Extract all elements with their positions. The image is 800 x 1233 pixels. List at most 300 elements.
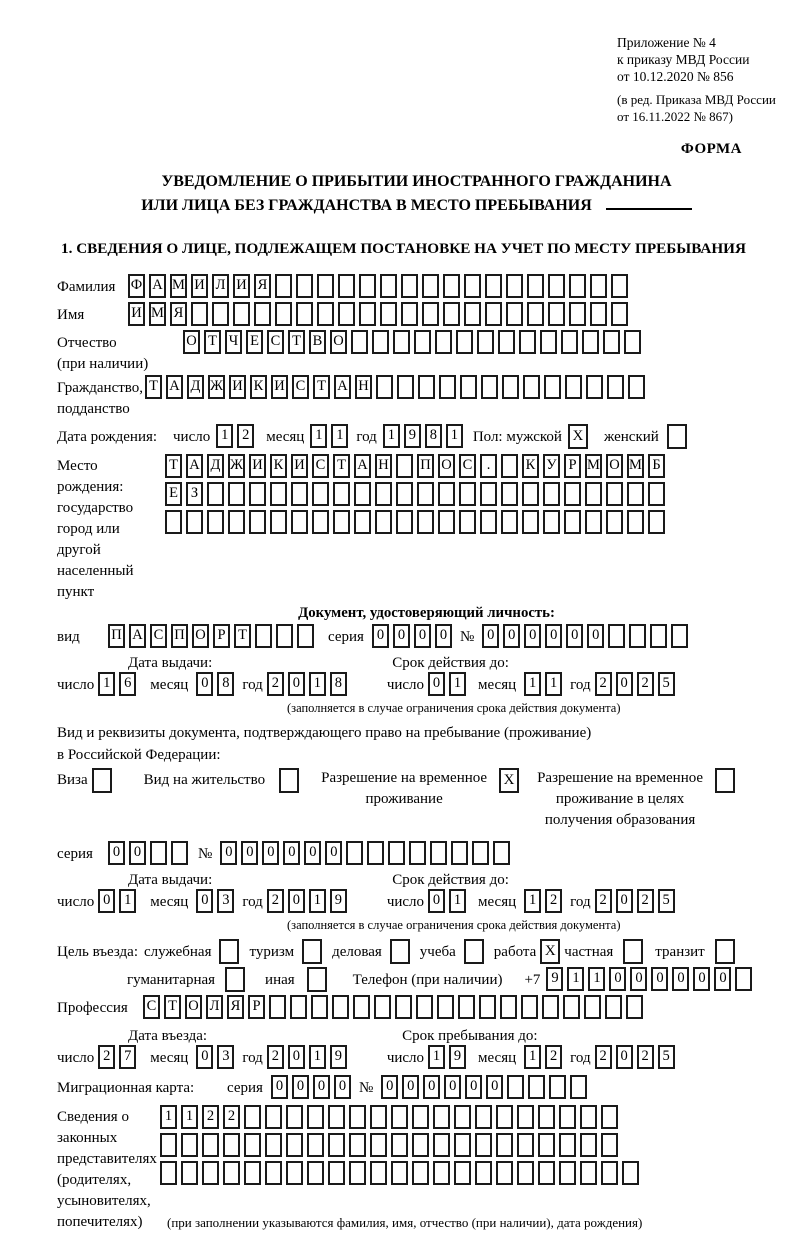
char-box[interactable] — [296, 274, 313, 298]
char-box[interactable] — [249, 482, 266, 506]
char-box[interactable]: 0 — [393, 624, 410, 648]
char-box[interactable]: М — [585, 454, 602, 478]
char-box[interactable]: А — [166, 375, 183, 399]
char-box[interactable]: Л — [212, 274, 229, 298]
char-box[interactable] — [367, 841, 384, 865]
char-box[interactable]: 1 — [216, 424, 233, 448]
purpose-tourism-checkbox[interactable] — [302, 939, 322, 964]
char-box[interactable] — [160, 1133, 177, 1157]
migration-series-boxes[interactable] — [271, 1075, 355, 1099]
char-box[interactable] — [275, 302, 292, 326]
char-box[interactable] — [590, 274, 607, 298]
char-box[interactable]: 0 — [262, 841, 279, 865]
char-box[interactable]: 0 — [486, 1075, 503, 1099]
char-box[interactable] — [181, 1133, 198, 1157]
char-box[interactable]: О — [192, 624, 209, 648]
char-box[interactable]: С — [292, 375, 309, 399]
char-box[interactable]: Н — [375, 454, 392, 478]
char-box[interactable]: 2 — [267, 672, 284, 696]
char-box[interactable] — [454, 1161, 471, 1185]
char-box[interactable] — [401, 274, 418, 298]
char-box[interactable]: И — [233, 274, 250, 298]
char-box[interactable]: Я — [254, 274, 271, 298]
char-box[interactable] — [351, 330, 368, 354]
char-box[interactable] — [454, 1133, 471, 1157]
char-box[interactable]: Т — [164, 995, 181, 1019]
char-box[interactable]: П — [108, 624, 125, 648]
char-box[interactable]: И — [249, 454, 266, 478]
birthplace-row3-boxes[interactable] — [165, 510, 669, 534]
char-box[interactable]: Е — [246, 330, 263, 354]
char-box[interactable] — [212, 302, 229, 326]
char-box[interactable] — [624, 330, 641, 354]
char-box[interactable] — [590, 302, 607, 326]
id-valid-month-boxes[interactable] — [524, 672, 566, 696]
char-box[interactable]: Ж — [228, 454, 245, 478]
char-box[interactable] — [586, 375, 603, 399]
birthplace-row2-boxes[interactable] — [165, 482, 669, 506]
char-box[interactable]: 1 — [160, 1105, 177, 1129]
char-box[interactable] — [296, 302, 313, 326]
char-box[interactable] — [312, 510, 329, 534]
char-box[interactable]: . — [480, 454, 497, 478]
char-box[interactable]: М — [170, 274, 187, 298]
char-box[interactable] — [270, 510, 287, 534]
char-box[interactable] — [333, 482, 350, 506]
char-box[interactable]: 2 — [267, 1045, 284, 1069]
char-box[interactable]: 0 — [271, 1075, 288, 1099]
id-issue-day-boxes[interactable] — [98, 672, 140, 696]
doc-number-boxes[interactable] — [482, 624, 692, 648]
char-box[interactable]: Ч — [225, 330, 242, 354]
char-box[interactable]: Р — [564, 454, 581, 478]
purpose-commercial-checkbox[interactable] — [390, 939, 410, 964]
char-box[interactable]: 0 — [196, 672, 213, 696]
char-box[interactable] — [543, 510, 560, 534]
char-box[interactable] — [480, 510, 497, 534]
char-box[interactable] — [603, 330, 620, 354]
char-box[interactable]: 0 — [630, 967, 647, 991]
char-box[interactable] — [202, 1161, 219, 1185]
char-box[interactable] — [328, 1133, 345, 1157]
char-box[interactable]: 1 — [98, 672, 115, 696]
char-box[interactable] — [564, 510, 581, 534]
id-valid-day-boxes[interactable] — [428, 672, 470, 696]
char-box[interactable] — [543, 482, 560, 506]
char-box[interactable]: А — [149, 274, 166, 298]
char-box[interactable] — [606, 482, 623, 506]
char-box[interactable] — [548, 274, 565, 298]
stay-month-boxes[interactable] — [524, 1045, 566, 1069]
char-box[interactable] — [605, 995, 622, 1019]
stay-year-boxes[interactable] — [595, 1045, 679, 1069]
char-box[interactable]: К — [522, 454, 539, 478]
guardians-row2-boxes[interactable] — [160, 1133, 643, 1157]
char-box[interactable] — [472, 841, 489, 865]
purpose-private-checkbox[interactable] — [623, 939, 643, 964]
char-box[interactable] — [311, 995, 328, 1019]
char-box[interactable] — [580, 1133, 597, 1157]
char-box[interactable]: 0 — [98, 889, 115, 913]
char-box[interactable]: 2 — [237, 424, 254, 448]
char-box[interactable] — [165, 510, 182, 534]
char-box[interactable] — [433, 1105, 450, 1129]
char-box[interactable] — [438, 482, 455, 506]
char-box[interactable]: 0 — [616, 1045, 633, 1069]
char-box[interactable] — [265, 1161, 282, 1185]
char-box[interactable] — [328, 1105, 345, 1129]
char-box[interactable]: Л — [206, 995, 223, 1019]
char-box[interactable] — [611, 274, 628, 298]
char-box[interactable]: 0 — [402, 1075, 419, 1099]
char-box[interactable] — [395, 995, 412, 1019]
char-box[interactable]: 1 — [545, 672, 562, 696]
char-box[interactable] — [354, 510, 371, 534]
char-box[interactable]: О — [606, 454, 623, 478]
char-box[interactable]: 1 — [309, 1045, 326, 1069]
char-box[interactable] — [496, 1105, 513, 1129]
char-box[interactable]: 0 — [524, 624, 541, 648]
char-box[interactable] — [559, 1161, 576, 1185]
permit-valid-month-boxes[interactable] — [524, 889, 566, 913]
char-box[interactable] — [459, 482, 476, 506]
char-box[interactable]: О — [183, 330, 200, 354]
entry-month-boxes[interactable] — [196, 1045, 238, 1069]
char-box[interactable] — [559, 1105, 576, 1129]
char-box[interactable] — [569, 274, 586, 298]
char-box[interactable] — [501, 454, 518, 478]
char-box[interactable] — [349, 1161, 366, 1185]
char-box[interactable]: Я — [170, 302, 187, 326]
char-box[interactable] — [375, 510, 392, 534]
char-box[interactable]: П — [171, 624, 188, 648]
char-box[interactable]: 0 — [129, 841, 146, 865]
char-box[interactable] — [458, 995, 475, 1019]
birth-day-boxes[interactable] — [216, 424, 258, 448]
char-box[interactable] — [359, 302, 376, 326]
char-box[interactable] — [160, 1161, 177, 1185]
char-box[interactable]: И — [291, 454, 308, 478]
char-box[interactable] — [370, 1105, 387, 1129]
char-box[interactable] — [228, 482, 245, 506]
char-box[interactable] — [380, 274, 397, 298]
char-box[interactable] — [496, 1133, 513, 1157]
char-box[interactable] — [475, 1161, 492, 1185]
char-box[interactable] — [454, 1105, 471, 1129]
purpose-humanitarian-checkbox[interactable] — [225, 967, 245, 992]
visa-checkbox[interactable] — [92, 768, 112, 793]
char-box[interactable] — [527, 274, 544, 298]
char-box[interactable] — [628, 375, 645, 399]
char-box[interactable]: А — [334, 375, 351, 399]
char-box[interactable]: 0 — [444, 1075, 461, 1099]
char-box[interactable] — [627, 482, 644, 506]
char-box[interactable]: 9 — [546, 967, 563, 991]
char-box[interactable] — [542, 995, 559, 1019]
char-box[interactable] — [517, 1105, 534, 1129]
char-box[interactable] — [269, 995, 286, 1019]
char-box[interactable] — [353, 995, 370, 1019]
char-box[interactable]: 2 — [637, 1045, 654, 1069]
char-box[interactable]: 0 — [616, 889, 633, 913]
char-box[interactable]: 1 — [524, 672, 541, 696]
char-box[interactable] — [275, 274, 292, 298]
char-box[interactable]: 0 — [423, 1075, 440, 1099]
char-box[interactable]: 0 — [304, 841, 321, 865]
char-box[interactable] — [202, 1133, 219, 1157]
char-box[interactable] — [648, 510, 665, 534]
entry-year-boxes[interactable] — [267, 1045, 351, 1069]
char-box[interactable] — [538, 1105, 555, 1129]
char-box[interactable] — [671, 624, 688, 648]
char-box[interactable]: 0 — [283, 841, 300, 865]
char-box[interactable]: 2 — [223, 1105, 240, 1129]
char-box[interactable] — [601, 1105, 618, 1129]
char-box[interactable] — [391, 1133, 408, 1157]
char-box[interactable]: 2 — [545, 889, 562, 913]
char-box[interactable]: 1 — [446, 424, 463, 448]
char-box[interactable] — [506, 274, 523, 298]
char-box[interactable] — [412, 1161, 429, 1185]
char-box[interactable]: А — [354, 454, 371, 478]
char-box[interactable] — [401, 302, 418, 326]
char-box[interactable] — [391, 1105, 408, 1129]
char-box[interactable] — [527, 302, 544, 326]
char-box[interactable]: 1 — [309, 672, 326, 696]
char-box[interactable]: 9 — [330, 1045, 347, 1069]
permit-issue-month-boxes[interactable] — [196, 889, 238, 913]
profession-boxes[interactable] — [143, 995, 647, 1019]
char-box[interactable] — [498, 330, 515, 354]
char-box[interactable] — [538, 1161, 555, 1185]
char-box[interactable]: Т — [313, 375, 330, 399]
char-box[interactable] — [580, 1105, 597, 1129]
char-box[interactable]: 5 — [658, 672, 675, 696]
char-box[interactable]: Т — [204, 330, 221, 354]
char-box[interactable]: 0 — [288, 889, 305, 913]
purpose-study-checkbox[interactable] — [464, 939, 484, 964]
char-box[interactable] — [297, 624, 314, 648]
char-box[interactable] — [517, 1133, 534, 1157]
char-box[interactable] — [580, 1161, 597, 1185]
char-box[interactable] — [611, 302, 628, 326]
char-box[interactable]: 1 — [119, 889, 136, 913]
char-box[interactable]: 3 — [217, 889, 234, 913]
char-box[interactable]: 1 — [567, 967, 584, 991]
char-box[interactable] — [438, 510, 455, 534]
char-box[interactable] — [585, 510, 602, 534]
char-box[interactable] — [380, 302, 397, 326]
char-box[interactable] — [244, 1133, 261, 1157]
char-box[interactable] — [265, 1105, 282, 1129]
char-box[interactable]: 0 — [196, 889, 213, 913]
char-box[interactable]: 8 — [425, 424, 442, 448]
char-box[interactable]: Т — [165, 454, 182, 478]
char-box[interactable]: 0 — [609, 967, 626, 991]
char-box[interactable]: Н — [355, 375, 372, 399]
temp-residence-edu-checkbox[interactable] — [715, 768, 735, 793]
char-box[interactable] — [437, 995, 454, 1019]
char-box[interactable] — [522, 482, 539, 506]
char-box[interactable] — [430, 841, 447, 865]
char-box[interactable] — [349, 1133, 366, 1157]
char-box[interactable]: 0 — [672, 967, 689, 991]
char-box[interactable] — [464, 274, 481, 298]
char-box[interactable] — [388, 841, 405, 865]
char-box[interactable]: 0 — [241, 841, 258, 865]
char-box[interactable]: 1 — [309, 889, 326, 913]
char-box[interactable] — [559, 1133, 576, 1157]
id-valid-year-boxes[interactable] — [595, 672, 679, 696]
char-box[interactable] — [191, 302, 208, 326]
char-box[interactable] — [374, 995, 391, 1019]
char-box[interactable]: И — [271, 375, 288, 399]
char-box[interactable] — [376, 375, 393, 399]
char-box[interactable]: 0 — [616, 672, 633, 696]
char-box[interactable] — [496, 1161, 513, 1185]
char-box[interactable]: 0 — [381, 1075, 398, 1099]
char-box[interactable] — [570, 1075, 587, 1099]
char-box[interactable]: А — [186, 454, 203, 478]
char-box[interactable] — [422, 274, 439, 298]
char-box[interactable]: 0 — [435, 624, 452, 648]
char-box[interactable] — [548, 302, 565, 326]
char-box[interactable]: 0 — [545, 624, 562, 648]
char-box[interactable]: 0 — [334, 1075, 351, 1099]
char-box[interactable] — [412, 1105, 429, 1129]
char-box[interactable] — [569, 302, 586, 326]
char-box[interactable] — [606, 510, 623, 534]
char-box[interactable]: 0 — [465, 1075, 482, 1099]
char-box[interactable]: 1 — [181, 1105, 198, 1129]
char-box[interactable] — [439, 375, 456, 399]
char-box[interactable]: 6 — [119, 672, 136, 696]
char-box[interactable] — [354, 482, 371, 506]
birth-year-boxes[interactable] — [383, 424, 467, 448]
char-box[interactable]: 2 — [637, 889, 654, 913]
char-box[interactable] — [538, 1133, 555, 1157]
char-box[interactable]: 2 — [267, 889, 284, 913]
char-box[interactable]: Ф — [128, 274, 145, 298]
char-box[interactable]: 0 — [428, 672, 445, 696]
char-box[interactable] — [150, 841, 167, 865]
char-box[interactable]: 0 — [482, 624, 499, 648]
char-box[interactable] — [477, 330, 494, 354]
char-box[interactable]: Е — [165, 482, 182, 506]
residence-permit-checkbox[interactable] — [279, 768, 299, 793]
char-box[interactable] — [443, 302, 460, 326]
char-box[interactable] — [186, 510, 203, 534]
char-box[interactable] — [291, 510, 308, 534]
char-box[interactable] — [475, 1133, 492, 1157]
char-box[interactable] — [460, 375, 477, 399]
phone-boxes[interactable] — [546, 967, 756, 991]
patronymic-boxes[interactable] — [183, 330, 645, 354]
permit-series-boxes[interactable] — [108, 841, 192, 865]
char-box[interactable] — [317, 302, 334, 326]
char-box[interactable] — [359, 274, 376, 298]
char-box[interactable]: 2 — [595, 1045, 612, 1069]
char-box[interactable] — [312, 482, 329, 506]
char-box[interactable] — [519, 330, 536, 354]
stay-day-boxes[interactable] — [428, 1045, 470, 1069]
char-box[interactable] — [443, 274, 460, 298]
char-box[interactable]: 5 — [658, 1045, 675, 1069]
char-box[interactable] — [396, 510, 413, 534]
char-box[interactable] — [370, 1161, 387, 1185]
char-box[interactable] — [228, 510, 245, 534]
char-box[interactable]: О — [438, 454, 455, 478]
char-box[interactable]: 8 — [217, 672, 234, 696]
char-box[interactable] — [648, 482, 665, 506]
citizenship-boxes[interactable] — [145, 375, 649, 399]
purpose-work-checkbox[interactable]: X — [540, 939, 560, 964]
char-box[interactable]: 0 — [651, 967, 668, 991]
char-box[interactable]: 1 — [524, 889, 541, 913]
char-box[interactable] — [435, 330, 452, 354]
permit-issue-day-boxes[interactable] — [98, 889, 140, 913]
sex-female-checkbox[interactable] — [667, 424, 687, 449]
char-box[interactable] — [506, 302, 523, 326]
char-box[interactable]: С — [143, 995, 160, 1019]
char-box[interactable]: 2 — [545, 1045, 562, 1069]
char-box[interactable]: А — [129, 624, 146, 648]
char-box[interactable] — [244, 1105, 261, 1129]
char-box[interactable]: С — [312, 454, 329, 478]
char-box[interactable]: 0 — [566, 624, 583, 648]
sex-male-checkbox[interactable]: X — [568, 424, 588, 449]
char-box[interactable]: 1 — [383, 424, 400, 448]
char-box[interactable]: 0 — [503, 624, 520, 648]
char-box[interactable] — [233, 302, 250, 326]
char-box[interactable]: О — [330, 330, 347, 354]
char-box[interactable]: 0 — [428, 889, 445, 913]
char-box[interactable]: И — [229, 375, 246, 399]
char-box[interactable] — [601, 1133, 618, 1157]
char-box[interactable]: К — [250, 375, 267, 399]
char-box[interactable]: 0 — [292, 1075, 309, 1099]
char-box[interactable]: 2 — [595, 889, 612, 913]
char-box[interactable] — [479, 995, 496, 1019]
char-box[interactable]: Ж — [208, 375, 225, 399]
char-box[interactable] — [286, 1105, 303, 1129]
char-box[interactable]: Б — [648, 454, 665, 478]
char-box[interactable] — [254, 302, 271, 326]
char-box[interactable]: 2 — [202, 1105, 219, 1129]
char-box[interactable] — [502, 375, 519, 399]
char-box[interactable]: 0 — [587, 624, 604, 648]
char-box[interactable]: 5 — [658, 889, 675, 913]
char-box[interactable]: 2 — [98, 1045, 115, 1069]
char-box[interactable] — [493, 841, 510, 865]
char-box[interactable]: 3 — [217, 1045, 234, 1069]
birth-month-boxes[interactable] — [310, 424, 352, 448]
char-box[interactable] — [540, 330, 557, 354]
char-box[interactable] — [249, 510, 266, 534]
guardians-row1-boxes[interactable] — [160, 1105, 643, 1129]
char-box[interactable]: И — [191, 274, 208, 298]
char-box[interactable] — [338, 274, 355, 298]
doc-kind-boxes[interactable] — [108, 624, 318, 648]
char-box[interactable]: 8 — [330, 672, 347, 696]
char-box[interactable] — [485, 274, 502, 298]
char-box[interactable] — [317, 274, 334, 298]
char-box[interactable] — [517, 1161, 534, 1185]
char-box[interactable]: 1 — [310, 424, 327, 448]
char-box[interactable] — [307, 1133, 324, 1157]
char-box[interactable] — [416, 995, 433, 1019]
char-box[interactable] — [307, 1161, 324, 1185]
